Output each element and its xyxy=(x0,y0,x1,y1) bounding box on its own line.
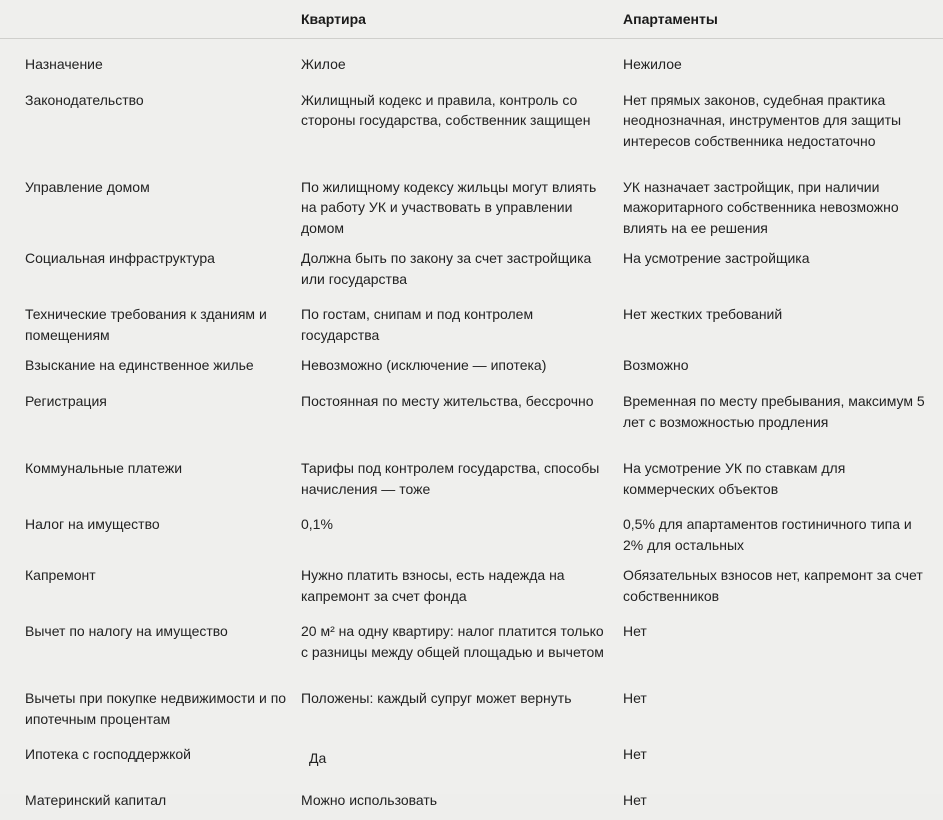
row-apartment-value: Должна быть по закону за счет застройщика или государства xyxy=(301,250,592,287)
row-aparthotel-value: Возможно xyxy=(623,357,689,373)
row-feature: Назначение xyxy=(25,56,103,72)
row-apartment-value: Можно использовать xyxy=(301,792,438,808)
table-row xyxy=(0,555,943,606)
row-apartment-value: По жилищному кодексу жильцы могут влиять на работу УК и участвовать в управлении домом xyxy=(301,178,597,236)
table-row xyxy=(0,90,943,162)
row-feature: Капремонт xyxy=(25,567,96,583)
row-aparthotel-value: Нет жестких требований xyxy=(623,306,783,322)
table-row xyxy=(0,162,943,239)
table-row xyxy=(0,376,943,448)
table-row xyxy=(0,448,943,499)
row-feature: Законодательство xyxy=(25,91,144,108)
row-feature: Коммунальные платежи xyxy=(25,460,183,476)
row-aparthotel-value: Временная по месту пребывания, максимум 5 лет с возможностью продления xyxy=(623,393,925,430)
row-feature: Взыскание на единственное жилье xyxy=(25,357,254,373)
row-feature: Материнский капитал xyxy=(25,792,167,808)
row-aparthotel-value: Нет xyxy=(623,690,647,706)
row-aparthotel-value: Нет xyxy=(623,623,647,639)
row-apartment-value: 0,1% xyxy=(301,516,333,532)
row-aparthotel-value: Нет xyxy=(623,792,647,808)
row-apartment-value: Тарифы под контролем государства, способы начисления — тоже xyxy=(301,460,600,497)
table-row xyxy=(0,780,943,820)
row-apartment-value: Положены: каждый супруг может вернуть xyxy=(301,690,572,706)
table-row xyxy=(0,289,943,345)
row-feature: Социальная инфраструктура xyxy=(25,250,215,266)
row-aparthotel-value: На усмотрение застройщика xyxy=(623,250,810,266)
table-row xyxy=(0,606,943,678)
row-apartment-value: Нужно платить взносы, есть надежда на капремонт за счет фонда xyxy=(301,567,565,604)
header-aparthotel: Апартаменты xyxy=(622,0,943,39)
row-apartment-value: Невозможно (исключение — ипотека) xyxy=(301,357,547,373)
row-feature: Вычет по налогу на имущество xyxy=(25,623,228,639)
row-feature: Технические требования к зданиям и помещениям xyxy=(25,306,267,343)
row-feature: Налог на имущество xyxy=(25,516,160,532)
table-row xyxy=(0,499,943,555)
row-aparthotel-value: На усмотрение УК по ставкам для коммерческих объектов xyxy=(623,460,846,497)
row-feature: Ипотека с господдержкой xyxy=(25,746,191,762)
row-feature: Регистрация xyxy=(25,393,107,409)
row-apartment-value: Да xyxy=(309,750,327,766)
row-feature: Вычеты при покупке недвижимости и по ипотечным процентам xyxy=(25,690,287,727)
row-aparthotel-value: Нет прямых законов, судебная практика неоднозначная, инструментов для защиты интересов собственника недостаточно xyxy=(623,91,902,149)
row-aparthotel-value: Нет xyxy=(623,746,647,762)
row-feature: Управление домом xyxy=(25,178,150,195)
row-aparthotel-value: Обязательных взносов нет, капремонт за счет собственников xyxy=(623,567,923,604)
header-feature xyxy=(0,0,300,39)
header-apartment: Квартира xyxy=(300,0,622,39)
row-apartment-value: Жилищный кодекс и правила, контроль со стороны государства, собственник защищен xyxy=(301,91,591,128)
table-row xyxy=(0,729,943,780)
row-apartment-value: 20 м² на одну квартиру: налог платится только с разницы между общей площадью и вычетом xyxy=(301,623,604,660)
row-apartment-value: По гостам, снипам и под контролем государства xyxy=(301,306,534,343)
row-aparthotel-value: 0,5% для апартаментов гостиничного типа и 2% для остальных xyxy=(623,516,912,553)
row-aparthotel-value: УК назначает застройщик, при наличии мажоритарного собственника невозможно влиять на ее решения xyxy=(623,178,899,236)
table-row xyxy=(0,678,943,729)
table-row xyxy=(0,39,943,90)
table-header-row xyxy=(0,0,943,39)
table-row xyxy=(0,238,943,289)
row-aparthotel-value: Нежилое xyxy=(623,56,682,72)
row-apartment-value: Жилое xyxy=(301,56,346,72)
table-row xyxy=(0,345,943,376)
row-apartment-value: Постоянная по месту жительства, бессрочно xyxy=(301,393,594,409)
